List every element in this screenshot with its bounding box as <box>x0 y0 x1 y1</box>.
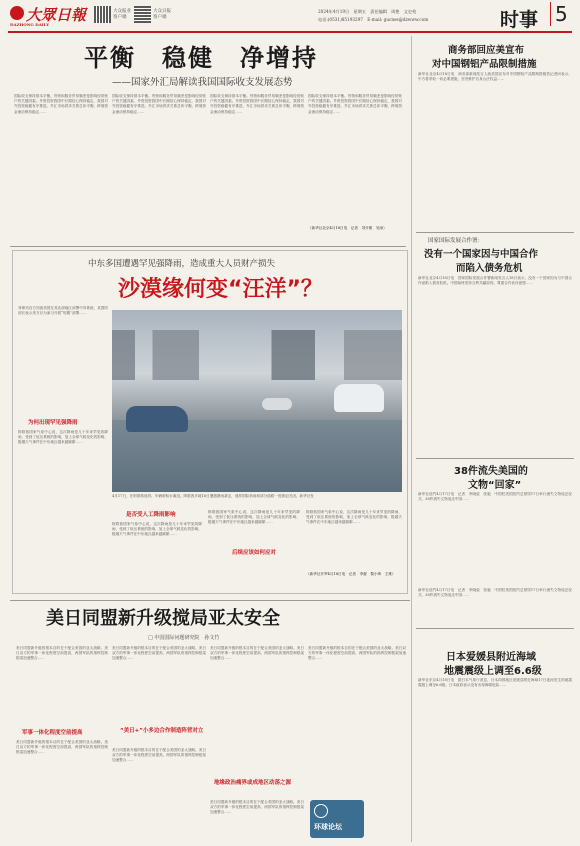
qr-label-1b: 客户端 <box>113 15 127 20</box>
lead-subhead: ——国家外汇局解读我国国际收支发展态势 <box>112 77 293 88</box>
bottom-body-col2: 美日同盟新升级的根本目的在于配合美国的亚太战略。美日双方的军事一体化程度空前提高，两国军队的指挥控制框架加速整合…… <box>112 646 206 661</box>
lead-body-col1: 国际收支保持基本平衡。货物和服务贸易顺差是影响经常账户的关键因素。外资投资我国中长期信心保持稳定，我国对外投资稳健有序推进。外汇市场供求关系总体平衡，跨境资金流动保持稳定…… <box>14 94 108 114</box>
relics-headline-2: 文物“回家” <box>468 480 522 491</box>
section-title: 时事 <box>500 9 539 31</box>
qr-label-2b: 客户端 <box>153 15 167 20</box>
bottom-divider <box>10 600 410 601</box>
bottom-body-col2b: 美日同盟新升级的根本目的在于配合美国的亚太战略。美日双方的军事一体化程度空前提高，两国军队的指挥控制框架加速整合…… <box>112 748 206 763</box>
quake-headline-1: 日本爱媛县附近海域 <box>446 652 536 663</box>
bottom-body-col3b: 美日同盟新升级的根本目的在于配合美国的亚太战略。美日双方的军事一体化程度空前提高，两国军队的指挥控制框架加速整合…… <box>210 800 304 815</box>
forum-badge <box>310 800 364 838</box>
lead-byline: （新华社北京4月18日电 记者 刘开雄 吴雨） <box>308 226 387 230</box>
cidca-headline-1: 没有一个国家因与中国合作 <box>424 249 539 260</box>
lead-body-col4: 国际收支保持基本平衡。货物和服务贸易顺差是影响经常账户的关键因素。外资投资我国中长期信心保持稳定，我国对外投资稳健有序推进。外汇市场供求关系总体平衡，跨境资金流动保持稳定…… <box>308 94 402 114</box>
feature-kicker: 中东多国遭遇罕见强降雨，造成重大人员财产损失 <box>88 259 276 269</box>
bottom-subhead-2: “美日+”小多边合作制造阵营对立 <box>120 728 204 734</box>
cidca-kicker: 国家国际发展合作署： <box>428 238 484 244</box>
right-divider-1 <box>416 232 574 233</box>
qr-code-1[interactable] <box>94 6 111 23</box>
commerce-body: 新华社北京4月18日电 商务部新闻发言人就美国宣布对中国钢铝产品限制措施答记者问表示，中方将采取一切必要措施，坚决维护自身合法权益…… <box>418 72 572 82</box>
bottom-byline: □ 中国国际问题研究院 孙文竹 <box>148 635 220 641</box>
flood-photo <box>112 310 402 492</box>
newspaper-logo-en: DAZHONG DAILY <box>10 22 50 27</box>
lead-headline: 平衡 稳健 净增持 <box>84 44 318 72</box>
masthead-rule <box>8 31 572 33</box>
feature-headline: 沙漠缘何变“汪洋”？ <box>118 277 323 302</box>
relics-headline-1: 38件流失美国的 <box>454 466 528 477</box>
qr-label-1a: 大众报业 <box>113 9 131 14</box>
submerged-car-2 <box>334 384 384 412</box>
forum-badge-label: 环球论坛 <box>314 823 342 831</box>
commerce-headline-2: 对中国钢铝产品限制措施 <box>432 59 537 70</box>
photo-caption: 4月17日，在阿联酋迪拜，车辆被积水淹没。阿联酋多地16日遭遇暴雨袭击，迪拜国际机场和部分道路一度被迫关闭。新华社发 <box>112 494 314 498</box>
right-divider-3 <box>416 628 574 629</box>
building-silhouette <box>112 330 402 380</box>
newspaper-logo-icon <box>10 6 24 20</box>
lead-body-col3: 国际收支保持基本平衡。货物和服务贸易顺差是影响经常账户的关键因素。外资投资我国中长期信心保持稳定，我国对外投资稳健有序推进。外汇市场供求关系总体平衡，跨境资金流动保持稳定…… <box>210 94 304 114</box>
rain-subhead-3: 后续应该如何应对 <box>232 550 277 556</box>
ph-body: 菲律宾官方同意美国在其北部地区部署中导系统，其国防部长表示美方仅为演习开展“短期”部署…… <box>18 306 108 316</box>
rain-body-col2: 阿联酋国家气象中心说，这次降雨是几十年来罕见的降雨，受到了低压系统的影响，加上全球气候变化的影响，极端天气事件在中东地区越来越频繁…… <box>112 522 202 537</box>
bottom-body-col1: 美日同盟新升级的根本目的在于配合美国的亚太战略。美日双方的军事一体化程度空前提高，两国军队的指挥控制框架加速整合…… <box>16 646 108 661</box>
rain-byline: （新华社开罗4月18日电 记者 李翟 黎小琦 王维） <box>306 572 396 576</box>
bottom-body-col3: 美日同盟新升级的根本目的在于配合美国的亚太战略。美日双方的军事一体化程度空前提高，两国军队的指挥控制框架加速整合…… <box>210 646 304 661</box>
rain-subhead-2: 是否受人工降雨影响 <box>126 512 176 518</box>
date-line: 2024年4月19日 星期五 责任编辑 周艳 文史苑 <box>318 9 417 14</box>
lead-divider <box>10 246 406 247</box>
rain-subhead-1: 为何出现罕见强降雨 <box>28 420 78 426</box>
bottom-subhead-1: 军事一体化程度空前提高 <box>22 730 83 736</box>
commerce-headline-1: 商务部回应美宣布 <box>448 45 525 56</box>
bottom-headline: 美日同盟新升级搅局亚太安全 <box>46 608 280 629</box>
bottom-body-col4: 美日同盟新升级的根本目的在于配合美国的亚太战略。美日双方的军事一体化程度空前提高，两国军队的指挥控制框架加速整合…… <box>308 646 406 661</box>
globe-icon <box>314 804 328 818</box>
right-divider-2 <box>416 458 574 459</box>
relics-body-2: 新华社纽约4月17日电 记者 李晓骁 张毅 中国驻美国纽约总领馆17日举行流失文物返还仪式，38件流失文物返还中国…… <box>418 588 572 598</box>
lead-body-col2: 国际收支保持基本平衡。货物和服务贸易顺差是影响经常账户的关键因素。外资投资我国中长期信心保持稳定，我国对外投资稳健有序推进。外汇市场供求关系总体平衡，跨境资金流动保持稳定…… <box>112 94 206 114</box>
quake-headline-2: 地震震级上调至6.6级 <box>444 666 542 677</box>
cidca-headline-2: 而陷入债务危机 <box>456 263 523 274</box>
qr-label-2a: 大众日报 <box>153 9 171 14</box>
cidca-body: 新华社北京4月18日电 国家国际发展合作署新闻发言人18日表示，没有一个国家因为与中国合作而陷入债务危机。中国始终坚持互利共赢原则，尊重合作伙伴意愿…… <box>418 276 572 286</box>
rain-body-col1: 阿联酋国家气象中心说，这次降雨是几十年来罕见的降雨，受到了低压系统的影响，加上全球气候变化的影响，极端天气事件在中东地区越来越频繁…… <box>18 430 108 445</box>
vertical-divider <box>411 36 412 842</box>
contact-line: 电话:(0531)85193297 E-mail: gucnes@dzwww.com <box>318 17 429 22</box>
quake-body: 新华社东京4月18日电 据日本气象厅消息，日本四国地区爱媛县附近海域17日夜间发生的地震震级上调至6.6级。日本政府表示没有出现海啸危险…… <box>418 678 572 688</box>
bottom-subhead-3: 地缘政治痛界或成地区动荡之源 <box>214 780 292 786</box>
relics-body: 新华社纽约4月17日电 记者 李晓骁 张毅 中国驻美国纽约总领馆17日举行流失文物返还仪式，38件流失文物返还中国…… <box>418 492 572 502</box>
rain-body-col3: 阿联酋国家气象中心说，这次降雨是几十年来罕见的降雨，受到了低压系统的影响，加上全球气候变化的影响，极端天气事件在中东地区越来越频繁…… <box>208 510 300 525</box>
submerged-car-1 <box>126 406 188 432</box>
submerged-car-3 <box>262 398 292 410</box>
newspaper-logo: 大眾日報 <box>26 6 87 24</box>
rain-body-col4: 阿联酋国家气象中心说，这次降雨是几十年来罕见的降雨，受到了低压系统的影响，加上全球气候变化的影响，极端天气事件在中东地区越来越频繁…… <box>306 510 402 525</box>
qr-code-2[interactable] <box>134 6 151 23</box>
bottom-body-col1b: 美日同盟新升级的根本目的在于配合美国的亚太战略。美日双方的军事一体化程度空前提高，两国军队的指挥控制框架加速整合…… <box>16 740 108 755</box>
page-number: 5 <box>550 2 568 26</box>
